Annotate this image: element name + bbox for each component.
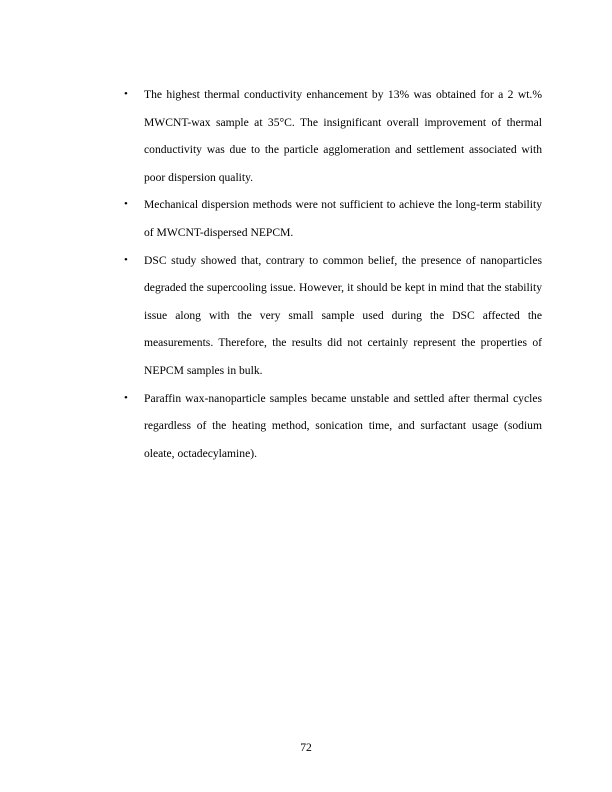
list-item bbox=[124, 385, 542, 468]
bullet-text: Mechanical dispersion methods were not sufficient to achieve the long-term stability of MWCNT-dispersed NEPCM. bbox=[144, 198, 542, 239]
bullet-icon: • bbox=[124, 253, 128, 266]
conclusions-bullet-list bbox=[124, 81, 542, 467]
list-item bbox=[124, 247, 542, 385]
bullet-text: Paraffin wax-nanoparticle samples became unstable and settled after thermal cycles regardless of the heating method, sonication time, and surfactant usage (sodium oleate, octadecylamine). bbox=[144, 391, 542, 460]
bullet-text: The highest thermal conductivity enhancement by 13% was obtained for a 2 wt.% MWCNT-wax sample at 35°C. The insignificant overall improvement of thermal conductivity was due to the particle agglomeration and settlement associated with poor dispersion quality. bbox=[144, 88, 542, 184]
bullet-icon: • bbox=[124, 391, 128, 404]
list-item bbox=[124, 191, 542, 246]
bullet-icon: • bbox=[124, 88, 128, 100]
page-number: 72 bbox=[300, 741, 312, 754]
list-item bbox=[124, 81, 542, 191]
bullet-text: DSC study showed that, contrary to common belief, the presence of nanoparticles degraded the supercooling issue. However, it should be kept in mind that the stability issue along with the very small sample used during the DSC affected the measurements. Therefore, the results did not certainly represent the properties of NEPCM samples in bulk. bbox=[144, 253, 542, 377]
bullet-icon: • bbox=[124, 198, 128, 211]
